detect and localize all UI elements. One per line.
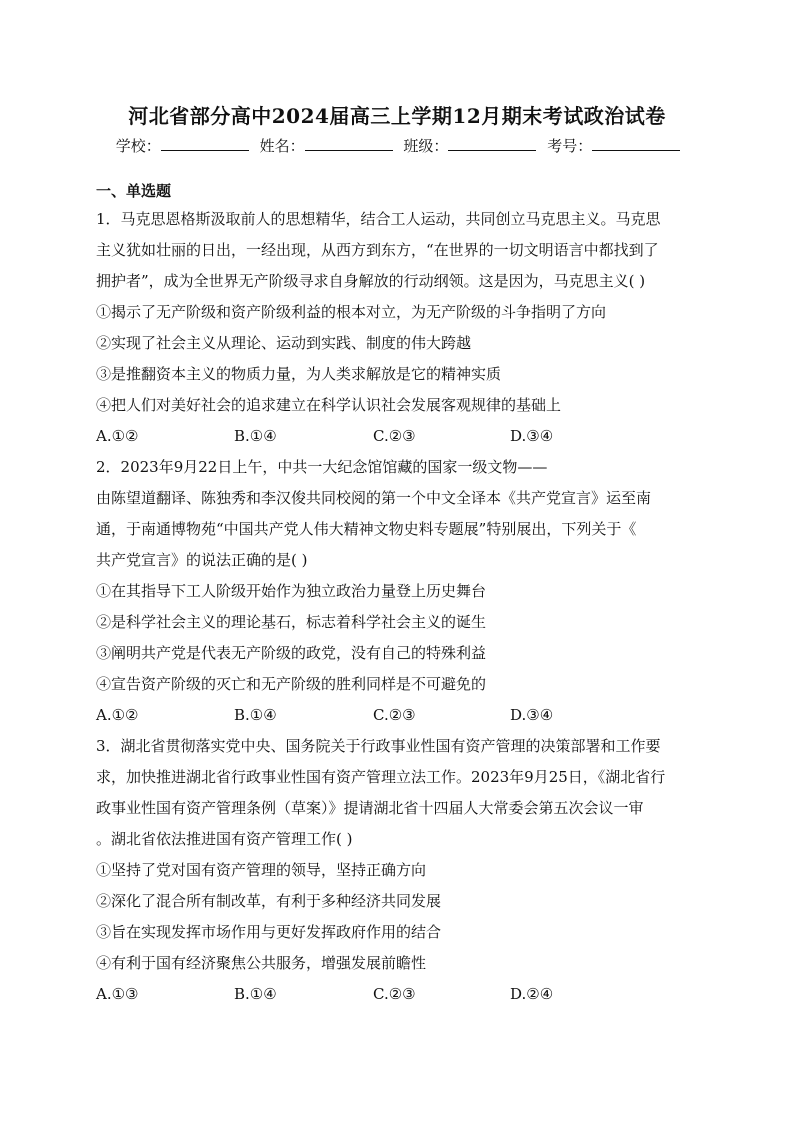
option-b[interactable]: B.①④ xyxy=(234,985,277,1003)
name-label: 姓名： xyxy=(259,137,305,155)
question-3 xyxy=(96,731,702,1010)
school-label: 学校： xyxy=(115,137,161,155)
question-stem-line: 3．湖北省贯彻落实党中央、国务院关于行政事业性国有资产管理的决策部署和工作要 xyxy=(96,737,661,755)
statement-4: ④宣告资产阶级的灭亡和无产阶级的胜利同样是不可避免的 xyxy=(96,675,487,693)
option-c[interactable]: C.②③ xyxy=(373,706,416,724)
question-stem-line: 共产党宣言》的说法正确的是( ) xyxy=(96,551,308,569)
school-blank xyxy=(161,136,249,151)
question-stem-line: 。湖北省依法推进国有资产管理工作( ) xyxy=(96,830,353,848)
page-title: 河北省部分高中2024届高三上学期12月期末考试政治试卷 xyxy=(128,104,666,128)
question-stem-line: 通，于南通博物苑“中国共产党人伟大精神文物史料专题展”特别展出，下列关于《 xyxy=(96,520,637,538)
statement-2: ②是科学社会主义的理论基石，标志着科学社会主义的诞生 xyxy=(96,613,487,631)
statement-1: ①在其指导下工人阶级开始作为独立政治力量登上历史舞台 xyxy=(96,582,487,600)
option-d[interactable]: D.③④ xyxy=(510,427,554,445)
question-stem-line: 主义犹如壮丽的日出，一经出现，从西方到东方，“在世界的一切文明语言中都找到了 xyxy=(96,241,659,259)
statement-4: ④把人们对美好社会的追求建立在科学认识社会发展客观规律的基础上 xyxy=(96,396,562,414)
statement-3: ③阐明共产党是代表无产阶级的政党，没有自己的特殊利益 xyxy=(96,644,487,662)
statement-3: ③是推翻资本主义的物质力量，为人类求解放是它的精神实质 xyxy=(96,365,502,383)
student-info-row xyxy=(0,135,794,156)
question-1 xyxy=(96,204,702,452)
option-d[interactable]: D.③④ xyxy=(510,706,554,724)
class-label: 班级： xyxy=(403,137,449,155)
statement-1: ①坚持了党对国有资产管理的领导，坚持正确方向 xyxy=(96,861,427,879)
option-b[interactable]: B.①④ xyxy=(234,427,277,445)
statement-1: ①揭示了无产阶级和资产阶级利益的根本对立，为无产阶级的斗争指明了方向 xyxy=(96,303,607,321)
option-c[interactable]: C.②③ xyxy=(373,985,416,1003)
statement-2: ②深化了混合所有制改革，有利于多种经济共同发展 xyxy=(96,892,442,910)
option-d[interactable]: D.②④ xyxy=(510,985,554,1003)
section-title: 一、单选题 xyxy=(96,182,172,200)
option-a[interactable]: A.①② xyxy=(96,706,139,724)
question-2 xyxy=(96,452,702,731)
question-stem-line: 拥护者”，成为全世界无产阶级寻求自身解放的行动纲领。这是因为，马克思主义( ) xyxy=(96,272,646,290)
option-a[interactable]: A.①② xyxy=(96,427,139,445)
answer-options xyxy=(96,421,702,452)
question-stem-line: 2．2023年9月22日上午，中共一大纪念馆馆藏的国家一级文物—— xyxy=(96,458,548,476)
question-stem-line: 1．马克思恩格斯汲取前人的思想精华，结合工人运动，共同创立马克思主义。马克思 xyxy=(96,210,661,228)
exam-number-label: 考号： xyxy=(547,137,593,155)
question-stem-line: 政事业性国有资产管理条例（草案）》提请湖北省十四届人大常委会第五次会议一审 xyxy=(96,799,644,817)
name-blank xyxy=(305,136,393,151)
option-a[interactable]: A.①③ xyxy=(96,985,139,1003)
option-b[interactable]: B.①④ xyxy=(234,706,277,724)
answer-options xyxy=(96,979,702,1010)
statement-3: ③旨在实现发挥市场作用与更好发挥政府作用的结合 xyxy=(96,923,442,941)
question-list xyxy=(96,178,702,1010)
option-c[interactable]: C.②③ xyxy=(373,427,416,445)
question-stem-line: 由陈望道翻译、陈独秀和李汉俊共同校阅的第一个中文全译本《共产党宣言》运至南 xyxy=(96,489,652,507)
exam-number-blank xyxy=(592,136,680,151)
statement-4: ④有利于国有经济聚焦公共服务，增强发展前瞻性 xyxy=(96,954,427,972)
statement-2: ②实现了社会主义从理论、运动到实践、制度的伟大跨越 xyxy=(96,334,472,352)
question-stem-line: 求，加快推进湖北省行政事业性国有资产管理立法工作。2023年9月25日，《湖北省行 xyxy=(96,768,666,786)
answer-options xyxy=(96,700,702,731)
class-blank xyxy=(448,136,536,151)
